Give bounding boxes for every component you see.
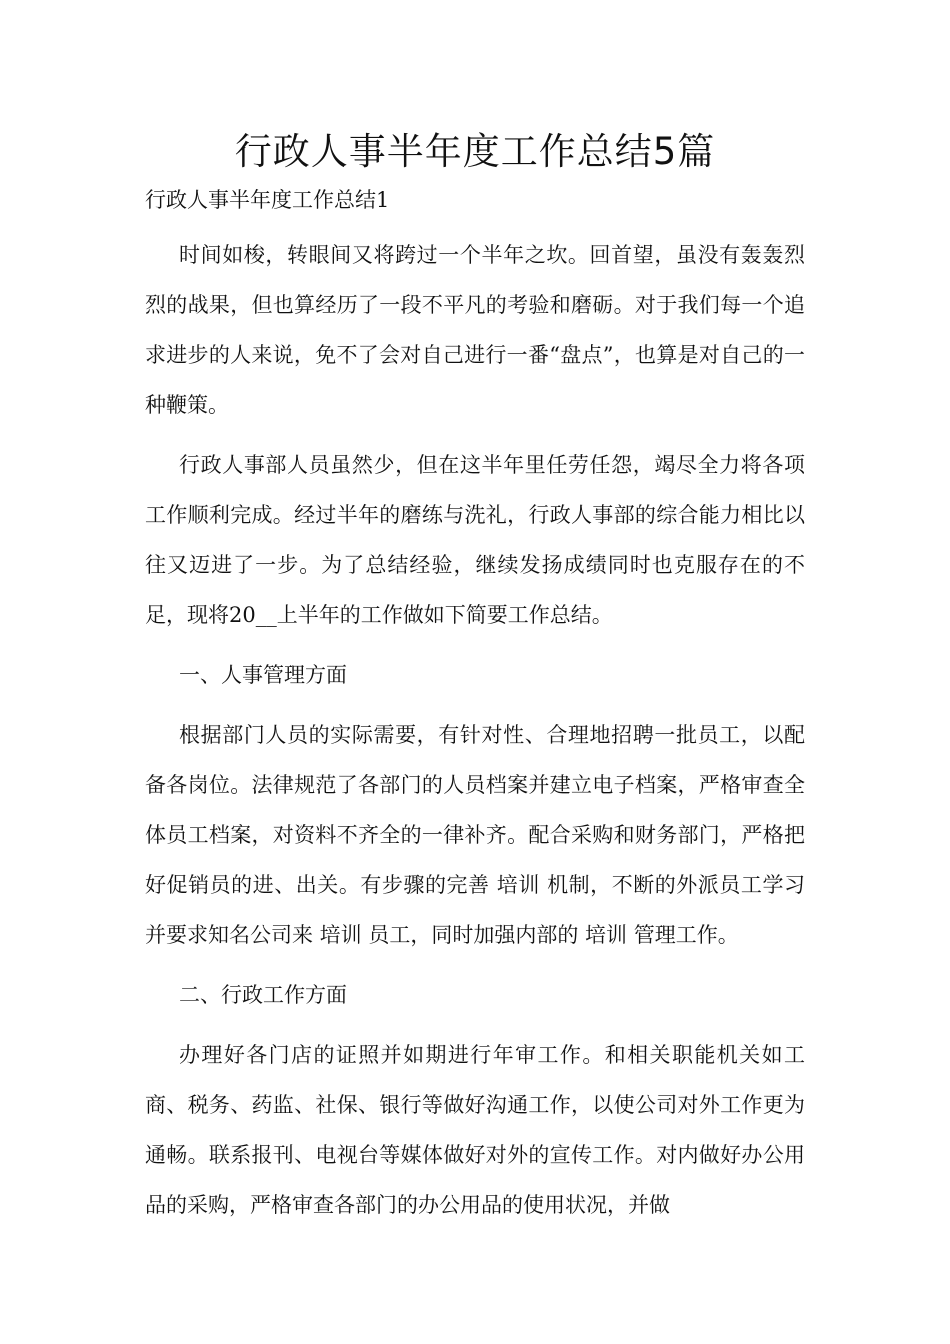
paragraph-intro: 时间如梭，转眼间又将跨过一个半年之坎。回首望，虽没有轰轰烈烈的战果，但也算经历了一段不平凡的考验和磨砺。对于我们每一个追求进步的人来说，免不了会对自己进行一番“盘点”，也算是对自己的一种鞭策。 [145, 243, 805, 417]
document-title: 行政人事半年度工作总结5篇 [234, 130, 716, 173]
heading-administration: 二、行政工作方面 [179, 983, 347, 1007]
heading-personnel: 一、人事管理方面 [179, 663, 347, 687]
paragraph-administration: 办理好各门店的证照并如期进行年审工作。和相关职能机关如工商、税务、药监、社保、银行等做好沟通工作，以使公司对外工作更为通畅。联系报刊、电视台等媒体做好对外的宣传工作。对内做好办公用品的采购，严格审查各部门的办公用品的使用状况，并做 [145, 1043, 805, 1217]
section-subtitle: 行政人事半年度工作总结1 [145, 188, 390, 212]
paragraph-personnel: 根据部门人员的实际需要，有针对性、合理地招聘一批员工，以配备各岗位。法律规范了各部门的人员档案并建立电子档案，严格审查全体员工档案，对资料不齐全的一律补齐。配合采购和财务部门，严格把好促销员的进、出关。有步骤的完善 培训 机制，不断的外派员工学习并要求知名公司来 培训 员工，同时加强内部的 培训 管理工作。 [145, 723, 805, 947]
document-body [145, 230, 805, 1240]
paragraph-overview: 行政人事部人员虽然少，但在这半年里任劳任怨，竭尽全力将各项工作顺利完成。经过半年的磨练与洗礼，行政人事部的综合能力相比以往又迈进了一步。为了总结经验，继续发扬成绩同时也克服存在的不足，现将20__上半年的工作做如下简要工作总结。 [145, 453, 805, 627]
